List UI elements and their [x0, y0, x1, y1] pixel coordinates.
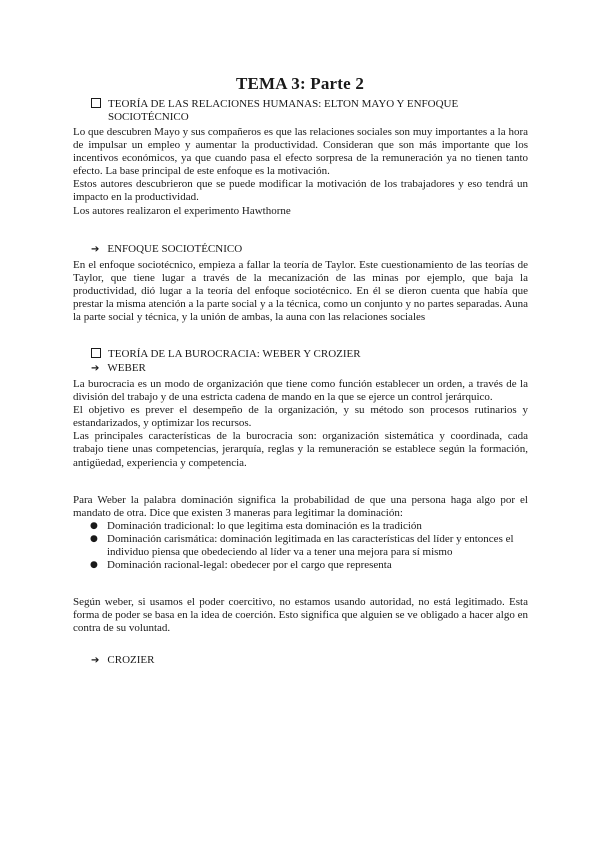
coercion-body: [73, 596, 528, 635]
subheading-weber: [91, 362, 146, 375]
bullet-icon: ●: [90, 534, 98, 545]
section-relaciones-body: [73, 126, 528, 218]
paragraph: Los autores realizaron el experimento Hawthorne: [73, 204, 291, 217]
checkbox-icon: [91, 348, 101, 358]
domination-list: [73, 520, 528, 572]
list-item: [73, 533, 528, 559]
section-heading-line2: SOCIOTÉCNICO: [108, 111, 189, 124]
section-heading-relaciones-humanas: [91, 98, 521, 124]
section-heading-line1: TEORÍA DE LAS RELACIONES HUMANAS: ELTON MAYO Y ENFOQUE: [108, 98, 459, 110]
subheading-label: WEBER: [107, 362, 146, 374]
subheading-crozier: [91, 654, 154, 667]
paragraph: Según weber, si usamos el poder coercitivo, no estamos usando autoridad, no está legitimado. Esta forma de poder se basa en la idea de coerción. Esto significa que alguien se ve obligado a hacer algo en contra de su voluntad.: [73, 596, 528, 635]
section-heading-burocracia: [91, 348, 361, 361]
right-arrow-icon: ➔: [91, 244, 100, 255]
bullet-icon: ●: [90, 521, 98, 532]
right-arrow-icon: ➔: [91, 363, 100, 374]
list-item-text: Dominación racional-legal: obedecer por el cargo que representa: [107, 559, 392, 572]
domination-section: [73, 494, 528, 573]
paragraph: La burocracia es un modo de organización que tiene como función establecer un orden, a través de la división del trabajo y de una estricta cadena de mando en la que se ejerce un control jerárquico.: [73, 378, 528, 404]
paragraph: Las principales características de la burocracia son: organización sistemática y coordinada, cada trabajo tiene unas competencias, jerarquía, reglas y la remuneración se establece según la formación, antigüedad, experiencia y competencia.: [73, 430, 528, 469]
section-heading-label: TEORÍA DE LA BUROCRACIA: WEBER Y CROZIER: [108, 348, 361, 360]
paragraph: Para Weber la palabra dominación significa la probabilidad de que una persona haga algo por el mandato de otra. Dice que existen 3 maneras para legitimar la dominación:: [73, 494, 528, 520]
subheading-enfoque-sociotecnico: [91, 243, 242, 256]
list-item: [73, 559, 528, 572]
paragraph: En el enfoque sociotécnico, empieza a fallar la teoría de Taylor. Este cuestionamiento de las teorías de Taylor, que tiene lugar a través de la mecanización de las minas por ejemplo, que baja la productividad, dió lugar a la teoría del enfoque sociotécnico. En él se dieron cuenta que había que prestar la misma atención a la parte social y a la técnica, como un conjunto y no partes separadas. Auna la parte social y técnica, y la unión de ambas, la auna con las relaciones sociales: [73, 259, 528, 324]
weber-body: [73, 378, 528, 470]
enfoque-sociotecnico-body: [73, 259, 528, 324]
paragraph: Lo que descubren Mayo y sus compañeros es que las relaciones sociales son muy importantes a la hora de impulsar un empleo y aumentar la productividad. Consideran que son más importante que los incentivos económicos, ya que cuando pasa el efecto sorpresa de la remuneración ya no tienen tanto efecto. La base principal de este enfoque es la motivación.: [73, 126, 528, 178]
right-arrow-icon: ➔: [91, 655, 100, 666]
checkbox-icon: [91, 98, 101, 108]
list-item: [73, 520, 528, 533]
page-title: TEMA 3: Parte 2: [235, 74, 365, 93]
subheading-label: ENFOQUE SOCIOTÉCNICO: [107, 243, 243, 255]
list-item-text: Dominación tradicional: lo que legitima esta dominación es la tradición: [107, 520, 422, 533]
subheading-label: CROZIER: [107, 654, 155, 666]
bullet-icon: ●: [90, 560, 98, 571]
list-item-text: Dominación carismática: dominación legitimada en las características del líder y entonces el individuo piensa que obedeciendo al líder va a tener una mejora para sí mismo: [107, 533, 514, 559]
paragraph: Estos autores descubrieron que se puede modificar la motivación de los trabajadores y eso tendrá un impacto en la productividad.: [73, 178, 528, 204]
paragraph: El objetivo es prever el desempeño de la organización, y su método son procesos rutinarios y estandarizados, y optimizar los recursos.: [73, 404, 528, 430]
